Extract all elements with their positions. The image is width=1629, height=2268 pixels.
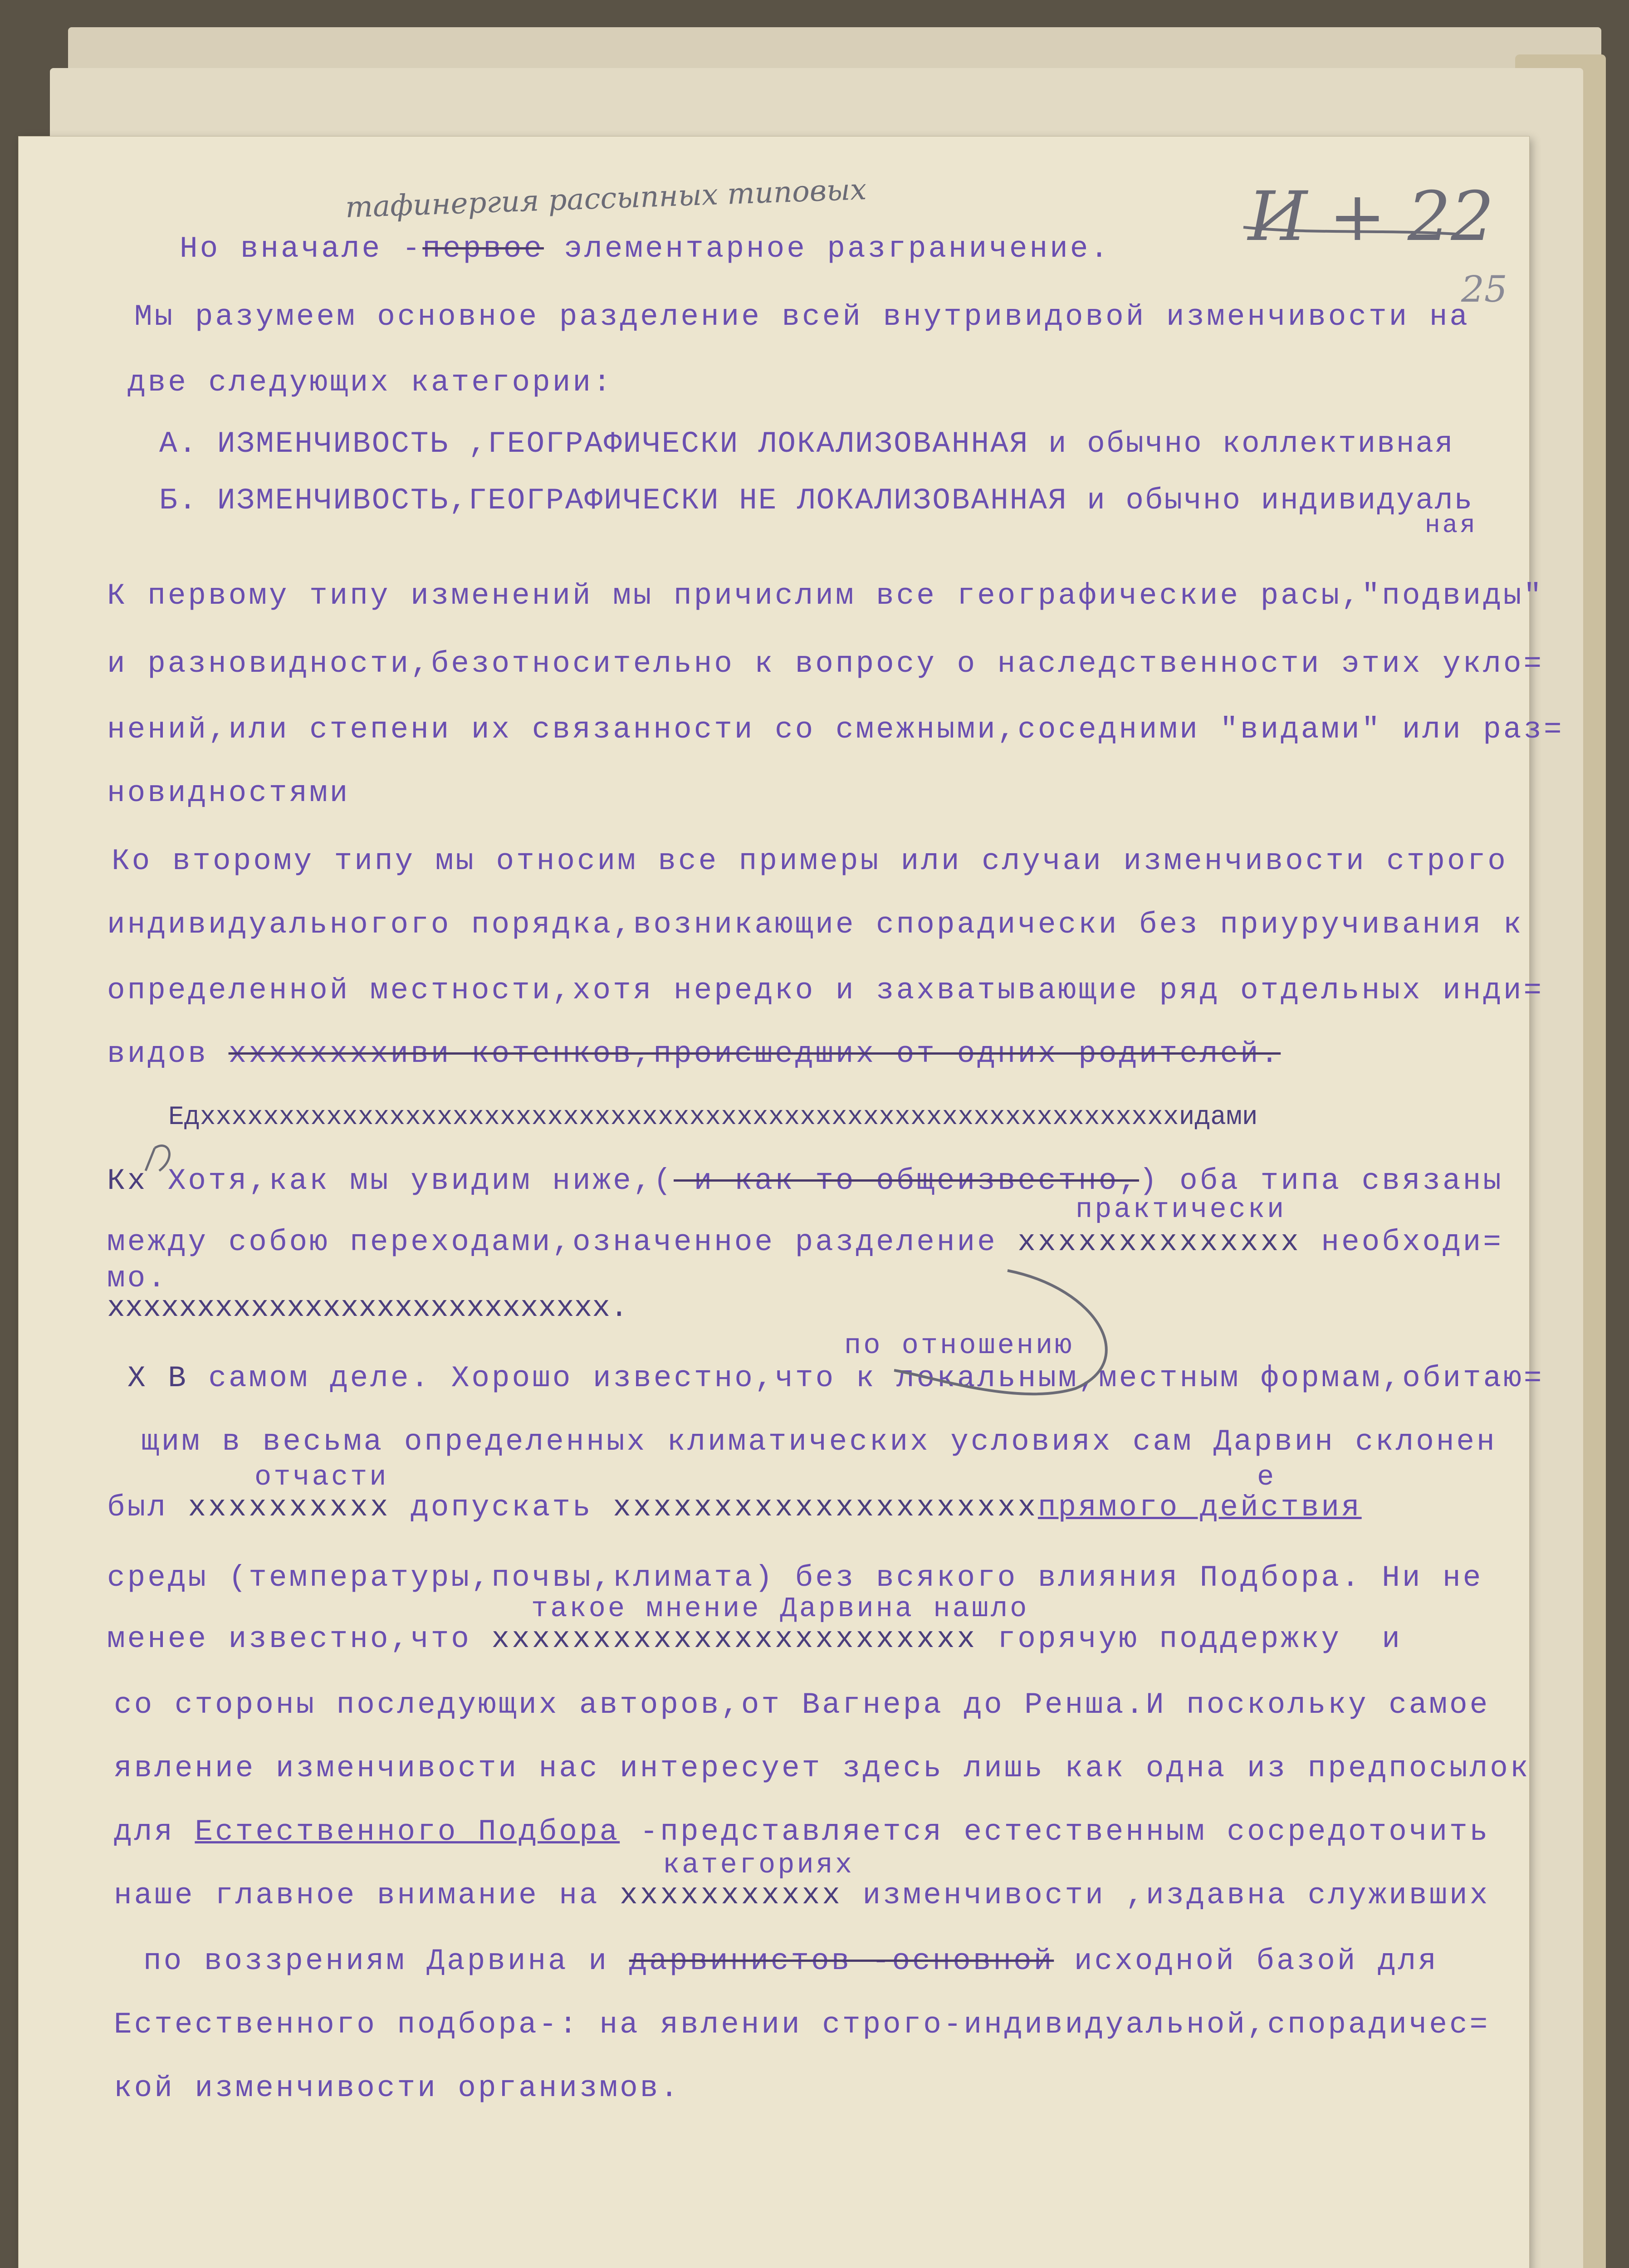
text-line: хххххххххххххххххххххххххххх. xyxy=(107,1291,628,1325)
text-line: наше главное внимание на ххххххххххх изменчивости ,издавна служивших xyxy=(114,1878,1490,1912)
text-line: Ко второму типу мы относим все примеры или случаи изменчивости строго xyxy=(112,844,1508,878)
interlinear-insert: практически xyxy=(1076,1193,1287,1226)
text-line: менее известно,что хххххххххххххххххххххххх горячую поддержку и xyxy=(107,1622,1402,1656)
page-number: 25 xyxy=(1461,268,1507,310)
text-line: К первому типу изменений мы причислим все географические расы,"подвиды" xyxy=(107,579,1544,613)
text-line: среды (температуры,почвы,климата) без всякого влияния Подбора. Ни не xyxy=(107,1561,1483,1595)
interlinear-insert: отчасти xyxy=(254,1461,389,1493)
text-line: и разновидности,безотносительно к вопросу о наследственности этих укло= xyxy=(107,647,1544,681)
text-line: Х В самом деле. Хорошо известно,что к локальным,местным формам,обитаю= xyxy=(127,1361,1544,1395)
text-line: определенной местности,хотя нередко и захватывающие ряд отдельных инди= xyxy=(107,973,1544,1007)
text-line: между собою переходами,означенное разделение хххххххххххххх необходи= xyxy=(107,1225,1503,1259)
text-line: Едххххххххххххххххххххххххххххххххххххххххххххххххххххххххххххххидами xyxy=(168,1103,1258,1132)
text-line: мо. xyxy=(107,1261,168,1295)
interlinear-insert: такое мнение Дарвина нашло xyxy=(531,1593,1029,1625)
text-line: был хххххххххх допускать хххххххххххххххххххххпрямого действия xyxy=(107,1491,1362,1525)
interlinear-insert: е xyxy=(1257,1461,1277,1493)
text-line: Кх Хотя,как мы увидим ниже,( и как то общеизвестно,) оба типа связаны xyxy=(107,1164,1503,1198)
text-line: со стороны последующих авторов,от Вагнера до Ренша.И поскольку самое xyxy=(114,1688,1490,1722)
text-line: Мы разумеем основное разделение всей внутривидовой изменчивости на xyxy=(134,300,1470,334)
text-line: видов ххххххххиви котенков,происшедших от одних родителей. xyxy=(107,1037,1281,1071)
text-line: нений,или степени их связанности со смежными,соседними "видами" или раз= xyxy=(107,713,1564,747)
text-line: индивидуальногого порядка,возникающие спорадически без приуручивания к xyxy=(107,908,1524,942)
text-line: Но вначале -первое элементарное разграничение. xyxy=(180,232,1110,266)
text-line: две следующих категории: xyxy=(127,366,613,400)
text-line: ная xyxy=(1425,511,1477,540)
interlinear-insert: по отношению xyxy=(844,1330,1074,1362)
interlinear-insert: категориях xyxy=(663,1849,855,1881)
pencil-note: тафинергия рассыпных типовых xyxy=(345,172,867,225)
text-line: новидностями xyxy=(107,776,350,810)
text-line: щим в весьма определенных климатических условиях сам Дарвин склонен xyxy=(141,1425,1497,1459)
text-line: А. ИЗМЕНЧИВОСТЬ ,ГЕОГРАФИЧЕСКИ ЛОКАЛИЗОВАННАЯ и обычно коллективная xyxy=(159,427,1454,461)
text-line: кой изменчивости организмов. xyxy=(114,2071,680,2105)
text-line: по воззрениям Дарвина и дарвинистов -основной исходной базой для xyxy=(143,1944,1438,1978)
text-line: для Естественного Подбора -представляется естественным сосредоточить xyxy=(114,1815,1490,1849)
typescript-page xyxy=(18,136,1564,2268)
text-line: Б. ИЗМЕНЧИВОСТЬ,ГЕОГРАФИЧЕСКИ НЕ ЛОКАЛИЗОВАННАЯ и обычно индивидуаль xyxy=(159,484,1474,518)
folio-number: И + 22 xyxy=(1248,177,1494,256)
text-line: Естественного подбора-: на явлении строго-индивидуальной,спорадичес= xyxy=(114,2008,1490,2042)
text-line: явление изменчивости нас интересует здесь лишь как одна из предпосылок xyxy=(114,1751,1531,1785)
